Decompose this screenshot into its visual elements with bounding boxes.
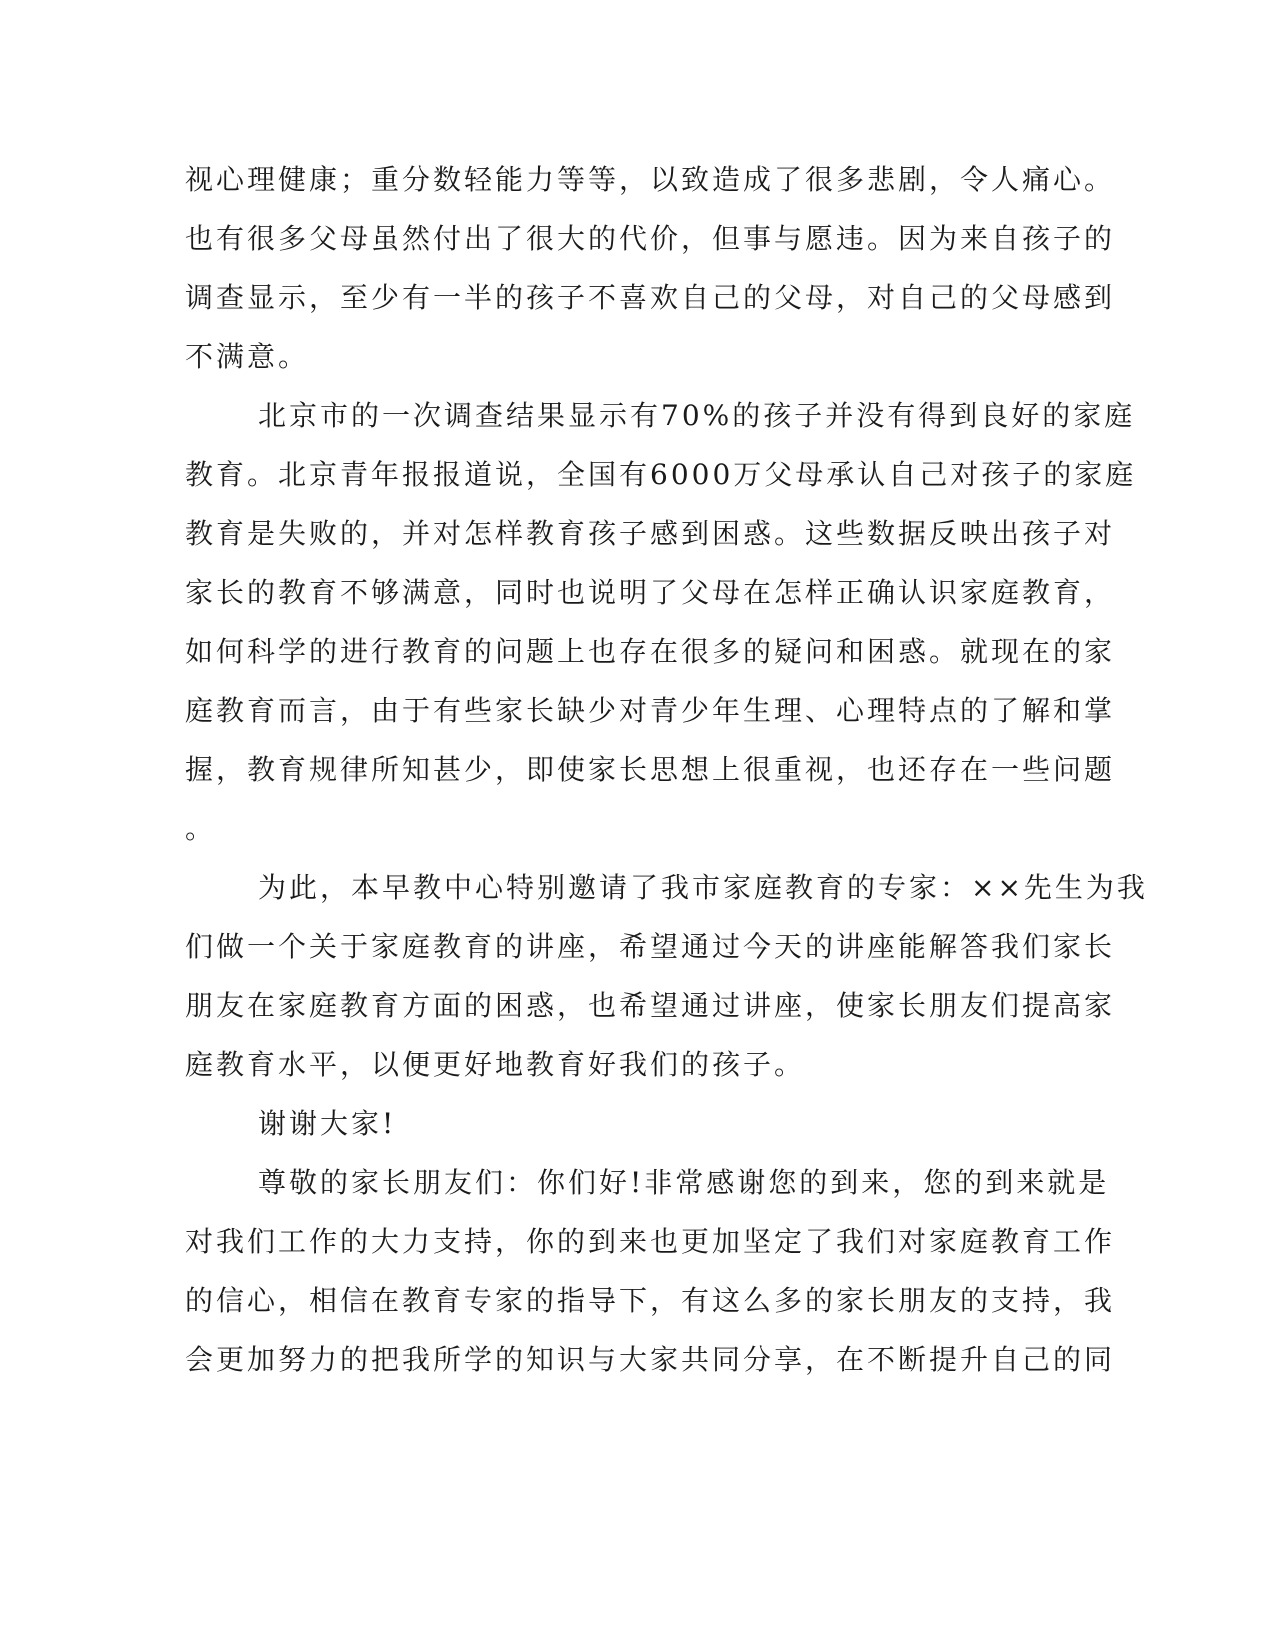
paragraph-start-line: 为此，本早教中心特别邀请了我市家庭教育的专家：××先生为我 [258, 871, 1148, 904]
text-line: 也有很多父母虽然付出了很大的代价，但事与愿违。因为来自孩子的 [185, 222, 1116, 255]
paragraph-start-line: 北京市的一次调查结果显示有70%的孩子并没有得到良好的家庭 [258, 399, 1136, 432]
text-line: 们做一个关于家庭教育的讲座，希望通过今天的讲座能解答我们家长 [185, 930, 1116, 963]
paragraph-start-line: 尊敬的家长朋友们：你们好!非常感谢您的到来，您的到来就是 [258, 1166, 1110, 1199]
text-line: 对我们工作的大力支持，你的到来也更加坚定了我们对家庭教育工作 [185, 1225, 1116, 1258]
text-line: 握，教育规律所知甚少，即使家长思想上很重视，也还存在一些问题 [185, 753, 1116, 786]
text-line: 朋友在家庭教育方面的困惑，也希望通过讲座，使家长朋友们提高家 [185, 989, 1116, 1022]
text-line: 。 [185, 812, 217, 845]
text-line: 庭教育而言，由于有些家长缺少对青少年生理、心理特点的了解和掌 [185, 694, 1116, 727]
text-line: 教育。北京青年报报道说，全国有6000万父母承认自己对孩子的家庭 [185, 458, 1137, 491]
text-line: 的信心，相信在教育专家的指导下，有这么多的家长朋友的支持，我 [185, 1284, 1116, 1317]
text-line: 家长的教育不够满意，同时也说明了父母在怎样正确认识家庭教育， [185, 576, 1116, 609]
text-line: 会更加努力的把我所学的知识与大家共同分享，在不断提升自己的同 [185, 1343, 1116, 1376]
text-line: 庭教育水平，以便更好地教育好我们的孩子。 [185, 1048, 806, 1081]
text-line: 调查显示，至少有一半的孩子不喜欢自己的父母，对自己的父母感到 [185, 281, 1116, 314]
text-line: 教育是失败的，并对怎样教育孩子感到困惑。这些数据反映出孩子对 [185, 517, 1116, 550]
text-line: 不满意。 [185, 340, 310, 373]
paragraph-start-line: 谢谢大家! [258, 1107, 397, 1140]
text-line: 视心理健康；重分数轻能力等等，以致造成了很多悲剧，令人痛心。 [185, 163, 1116, 196]
text-line: 如何科学的进行教育的问题上也存在很多的疑问和困惑。就现在的家 [185, 635, 1116, 668]
